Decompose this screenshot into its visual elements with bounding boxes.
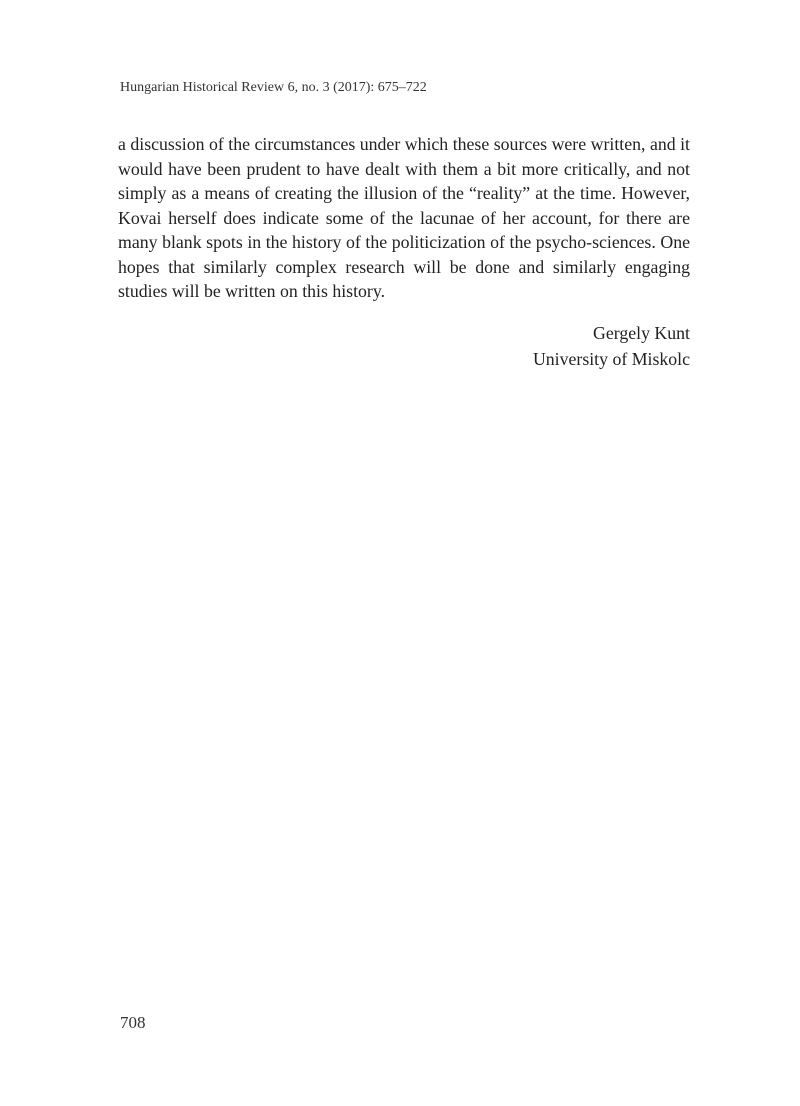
signature-block — [533, 320, 690, 372]
review-paragraph: a discussion of the circumstances under which these sources were written, and it would have been prudent to have dealt with them a bit more critically, and not simply as a means of creating the illusion of the “reality” at the time. However, Kovai herself does indicate some of the lacunae of her account, for there are many blank spots in the history of the politicization of the psycho-sciences. One hopes that similarly complex research will be done and similarly engaging studies will be written on this history. — [118, 134, 690, 301]
page-number: 708 — [120, 1013, 146, 1032]
author-name: Gergely Kunt — [593, 323, 690, 343]
author-affiliation: University of Miskolc — [532, 349, 690, 369]
running-header: Hungarian Historical Review 6, no. 3 (2017): 675–722 — [120, 80, 427, 95]
